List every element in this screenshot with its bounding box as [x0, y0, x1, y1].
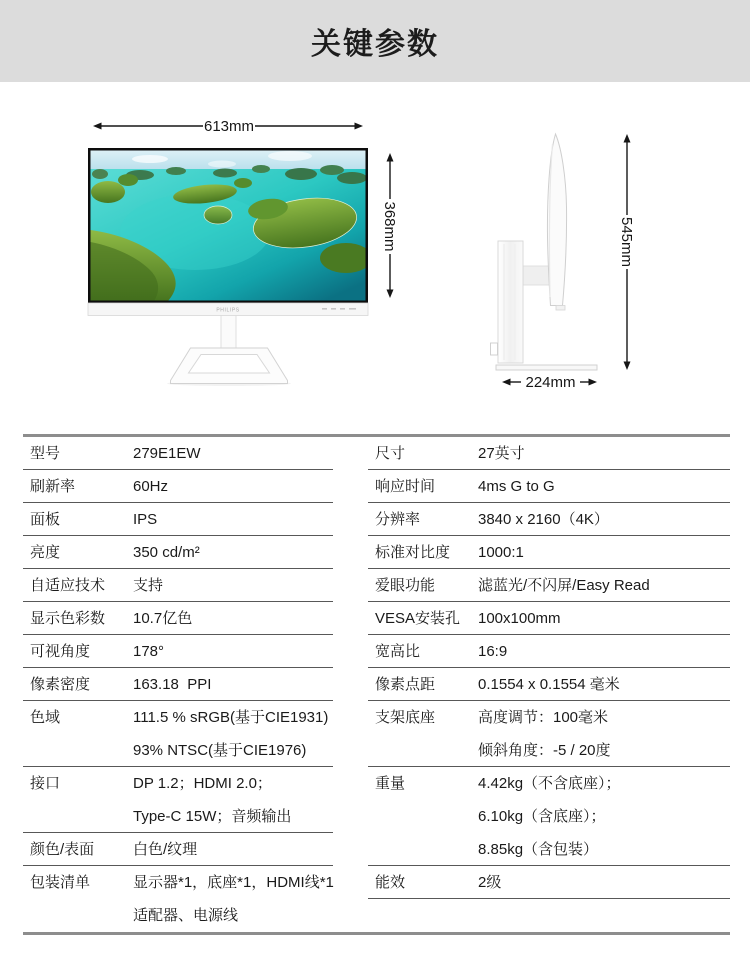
- spec-value-line: 3840 x 2160（4K）: [478, 511, 609, 528]
- spec-value: [133, 536, 333, 569]
- depth-dimension-label: 224mm: [525, 374, 576, 391]
- arrow-left-icon: [502, 379, 511, 386]
- table-row: [23, 437, 333, 470]
- arrow-down-icon: [624, 362, 631, 371]
- side-stand-column: [498, 241, 523, 363]
- spec-value-line: 111.5 % sRGB(基于CIE1931): [133, 709, 329, 726]
- spec-value: [478, 503, 730, 536]
- spec-value-line: 适配器、电源线: [133, 907, 239, 924]
- spec-value: [478, 437, 730, 470]
- spec-value: [478, 668, 730, 701]
- side-monitor-image: [491, 134, 598, 370]
- monitor-screen-image: [91, 151, 373, 302]
- table-row: [23, 569, 333, 602]
- spec-value-line: 倾斜角度：-5 / 20度: [478, 742, 611, 759]
- spec-value: [478, 470, 730, 503]
- spec-value-line: 高度调节：100毫米: [478, 709, 609, 726]
- spec-label: 色域: [30, 709, 61, 726]
- spec-value-line: 93% NTSC(基于CIE1976): [133, 742, 307, 759]
- spec-value: [133, 602, 333, 635]
- spec-table: [0, 437, 750, 975]
- spec-value-line: 显示器*1，底座*1，HDMI线*1: [133, 874, 334, 891]
- height-dimension-label: 368mm: [381, 201, 398, 252]
- side-base-bar: [496, 365, 597, 370]
- spec-value-line: 6.10kg（含底座）；: [478, 808, 606, 825]
- front-monitor-image: [88, 148, 372, 386]
- spec-label: 像素密度: [30, 676, 91, 693]
- spec-label: 接口: [30, 775, 61, 792]
- spec-label: 响应时间: [375, 478, 436, 495]
- arrow-up-icon: [387, 153, 394, 162]
- spec-value-line: 2级: [478, 874, 502, 891]
- spec-value: [133, 701, 333, 767]
- arrow-right-icon: [355, 123, 364, 130]
- spec-value: [478, 569, 730, 602]
- stand-arm: [523, 266, 550, 285]
- spec-value: [478, 866, 730, 899]
- stand-base-inner: [189, 355, 270, 374]
- spec-value: [133, 569, 333, 602]
- spec-value-line: DP 1.2；HDMI 2.0；: [133, 775, 272, 792]
- spec-label: 刷新率: [30, 478, 76, 495]
- spec-label: 颜色/表面: [30, 841, 95, 858]
- table-row: [368, 701, 730, 767]
- table-row: [23, 635, 333, 668]
- spec-label: 宽高比: [375, 643, 421, 660]
- spec-label: 可视角度: [30, 643, 91, 660]
- table-row: [368, 470, 730, 503]
- table-row: [368, 569, 730, 602]
- table-row: [23, 866, 333, 932]
- arrow-left-icon: [93, 123, 102, 130]
- table-row: [23, 767, 333, 833]
- table-row: [23, 602, 333, 635]
- philips-logo: PHILIPS: [216, 307, 240, 314]
- spec-label: 面板: [30, 511, 61, 528]
- spec-value-line: 白色/纹理: [133, 841, 198, 858]
- table-row: [23, 701, 333, 767]
- spec-value-line: 60Hz: [133, 478, 169, 495]
- spec-value-line: 178°: [133, 643, 165, 660]
- spec-value-line: 100x100mm: [478, 610, 561, 627]
- table-row: [368, 437, 730, 470]
- arrow-down-icon: [387, 290, 394, 299]
- cable-clip: [491, 343, 498, 355]
- table-row: [368, 503, 730, 536]
- spec-value-line: Type-C 15W；音频输出: [133, 808, 292, 825]
- table-row: [368, 866, 730, 899]
- page-header: [0, 0, 750, 82]
- spec-value-line: 10.7亿色: [133, 610, 193, 627]
- spec-value-line: 8.85kg（含包装）: [478, 841, 599, 858]
- arrow-up-icon: [624, 134, 631, 143]
- spec-value: [133, 668, 333, 701]
- page-title: 关键参数: [311, 28, 439, 61]
- spec-value: [133, 767, 333, 833]
- spec-label: 亮度: [30, 544, 61, 561]
- spec-label: 支架底座: [375, 709, 436, 726]
- table-row: [23, 833, 333, 866]
- table-row: [23, 503, 333, 536]
- table-row: [368, 602, 730, 635]
- spec-value: [478, 701, 730, 767]
- spec-value: [133, 470, 333, 503]
- spec-value: [133, 635, 333, 668]
- spec-label: 爱眼功能: [375, 577, 436, 594]
- table-row: [368, 668, 730, 701]
- table-row: [23, 668, 333, 701]
- spec-value: [478, 536, 730, 569]
- table-row: [368, 635, 730, 668]
- spec-value-line: 4ms G to G: [478, 478, 555, 495]
- spec-label: 重量: [375, 775, 406, 792]
- spec-value-line: 279E1EW: [133, 445, 201, 462]
- arrow-right-icon: [589, 379, 598, 386]
- spec-value: [133, 437, 333, 470]
- panel-foot: [556, 306, 565, 311]
- spec-column-left: [23, 437, 333, 932]
- spec-value-line: 0.1554 x 0.1554 毫米: [478, 676, 620, 693]
- spec-value-line: 27英寸: [478, 445, 525, 462]
- spec-label: 尺寸: [375, 445, 406, 462]
- spec-value: [133, 866, 333, 932]
- spec-value-line: 350 cd/m²: [133, 544, 200, 561]
- spec-label: 自适应技术: [30, 577, 106, 594]
- spec-label: 像素点距: [375, 676, 436, 693]
- table-bottom-border: [23, 932, 730, 935]
- table-row: [368, 767, 730, 866]
- spec-value-line: 4.42kg（不含底座）；: [478, 775, 621, 792]
- spec-value: [478, 602, 730, 635]
- side-height-dimension-label: 545mm: [618, 216, 635, 268]
- spec-label: VESA安装孔: [375, 610, 461, 627]
- spec-value-line: IPS: [133, 511, 158, 528]
- spec-label: 标准对比度: [375, 544, 451, 561]
- spec-value-line: 16:9: [478, 643, 508, 660]
- table-row: [368, 536, 730, 569]
- spec-value-line: 1000:1: [478, 544, 524, 561]
- width-dimension-label: 613mm: [203, 118, 255, 135]
- spec-value-line: 滤蓝光/不闪屏/Easy Read: [478, 577, 650, 594]
- table-row: [23, 470, 333, 503]
- dimension-diagram: [0, 82, 750, 437]
- spec-label: 能效: [375, 874, 406, 891]
- spec-value: [478, 767, 730, 866]
- spec-label: 包装清单: [30, 874, 91, 891]
- spec-column-right: [368, 437, 730, 899]
- spec-value: [133, 503, 333, 536]
- spec-label: 分辨率: [375, 511, 421, 528]
- spec-value-line: 支持: [133, 577, 164, 594]
- spec-value-line: 163.18 PPI: [133, 676, 212, 693]
- spec-label: 型号: [30, 445, 61, 462]
- spec-value: [133, 833, 333, 866]
- table-row: [23, 536, 333, 569]
- spec-label: 显示色彩数: [30, 610, 106, 627]
- spec-value: [478, 635, 730, 668]
